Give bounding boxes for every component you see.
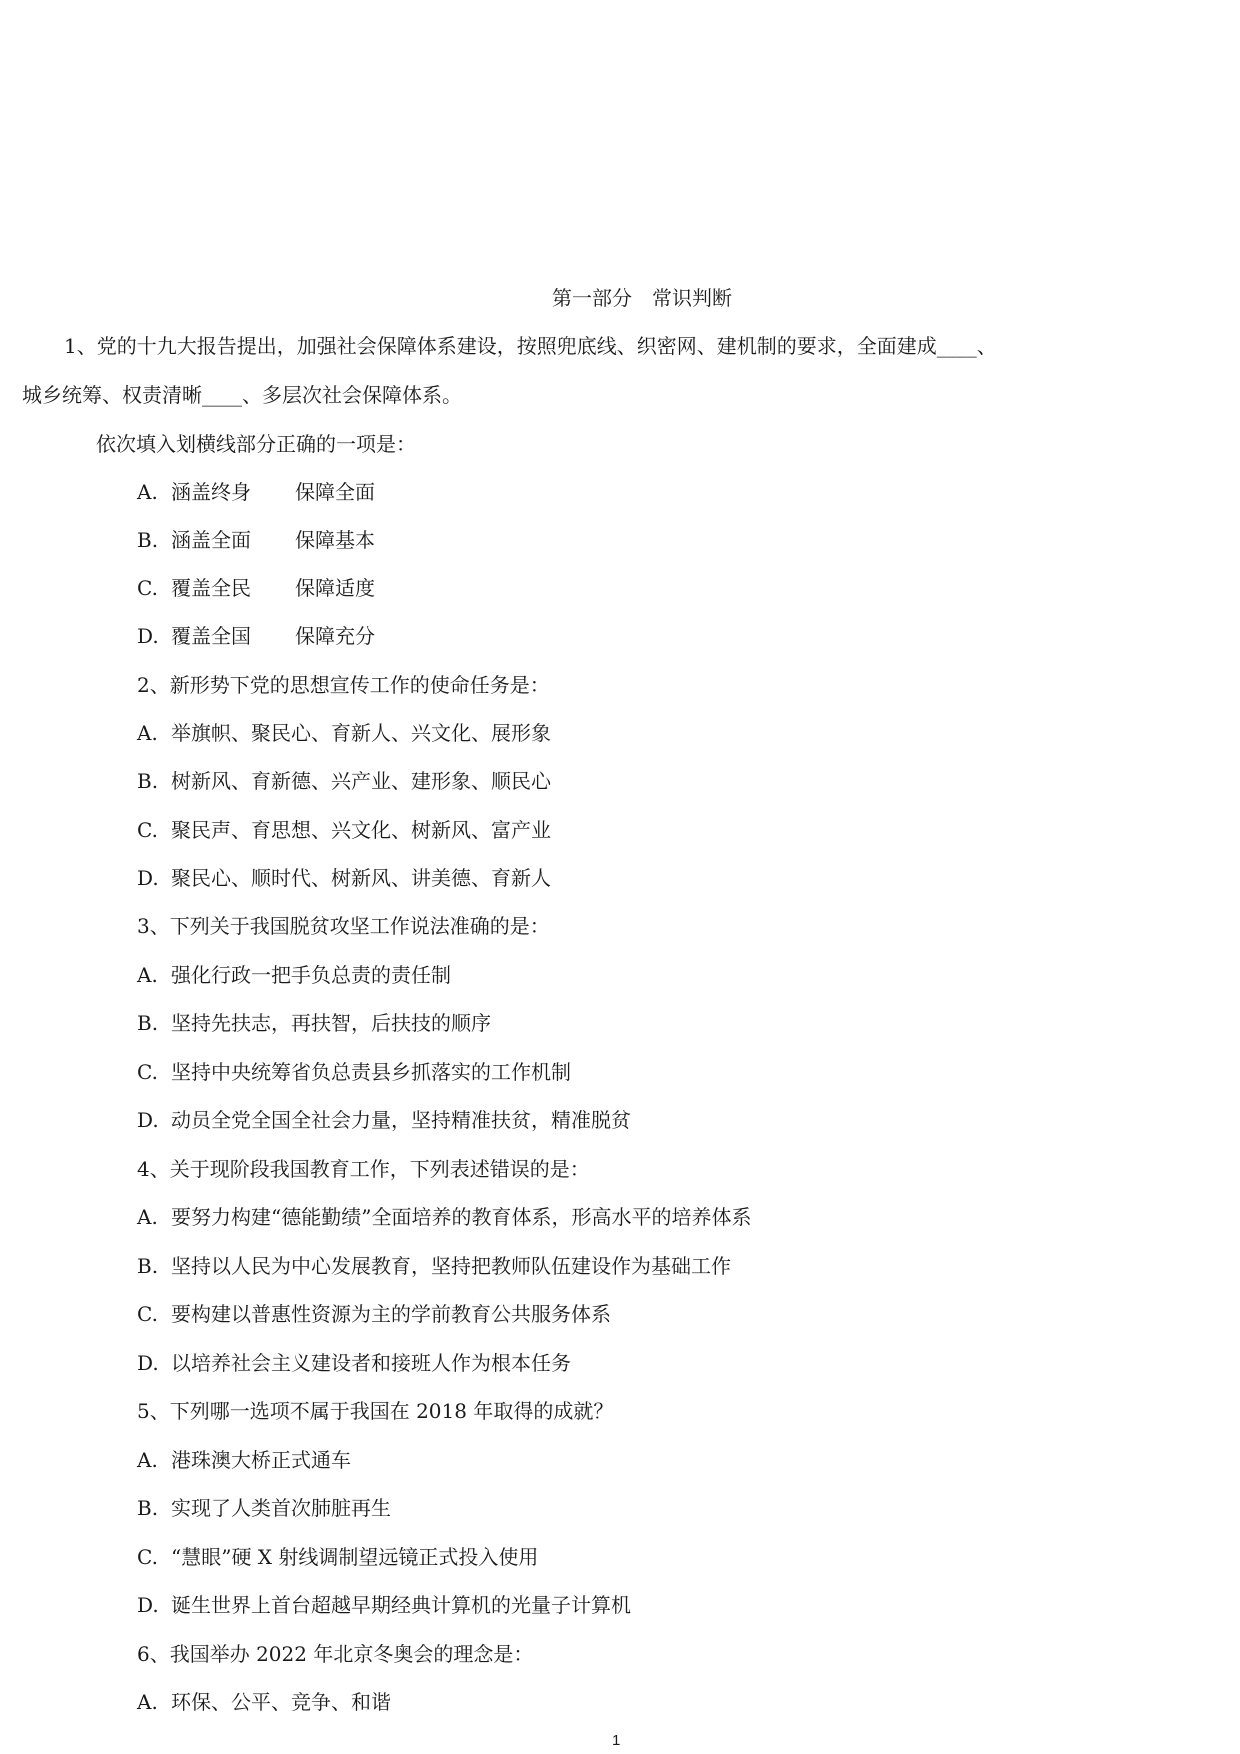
option-text: 港珠澳大桥正式通车 bbox=[171, 1448, 351, 1472]
question-5-option-c bbox=[137, 1544, 538, 1570]
option-text: 强化行政一把手负总责的责任制 bbox=[171, 963, 451, 987]
option-label: A. bbox=[137, 1448, 158, 1472]
option-part-2: 保障基本 bbox=[295, 528, 375, 552]
question-5-option-b bbox=[137, 1495, 391, 1521]
question-5-option-a bbox=[137, 1447, 351, 1473]
option-label: B. bbox=[137, 1254, 159, 1278]
option-label: B. bbox=[137, 769, 159, 793]
question-2-option-b bbox=[137, 768, 551, 794]
question-2-option-a bbox=[137, 720, 551, 746]
question-3-option-d bbox=[137, 1107, 631, 1133]
question-4-option-a bbox=[137, 1204, 751, 1230]
question-1-stem-line-1: 1、党的十九大报告提出，加强社会保障体系建设，按照兜底线、织密网、建机制的要求，全面建成____、 bbox=[64, 334, 997, 358]
question-3-stem: 3、下列关于我国脱贫攻坚工作说法准确的是： bbox=[137, 914, 550, 938]
option-part-1: 涵盖全面 bbox=[171, 528, 251, 552]
question-5-stem: 5、下列哪一选项不属于我国在 2018 年取得的成就？ bbox=[137, 1399, 614, 1423]
question-1-prompt: 依次填入划横线部分正确的一项是： bbox=[96, 432, 416, 456]
option-text: 聚民声、育思想、兴文化、树新风、富产业 bbox=[171, 818, 551, 842]
question-4-option-b bbox=[137, 1253, 731, 1279]
option-text: 坚持中央统筹省负总责县乡抓落实的工作机制 bbox=[171, 1060, 571, 1084]
option-label: C. bbox=[137, 576, 158, 600]
option-text: 诞生世界上首台超越早期经典计算机的光量子计算机 bbox=[171, 1593, 631, 1617]
question-2-stem: 2、新形势下党的思想宣传工作的使命任务是： bbox=[137, 673, 550, 697]
question-6-option-a bbox=[137, 1689, 391, 1715]
option-text: 实现了人类首次肺脏再生 bbox=[171, 1496, 391, 1520]
option-label: A. bbox=[137, 480, 158, 504]
option-text: 要构建以普惠性资源为主的学前教育公共服务体系 bbox=[171, 1302, 611, 1326]
option-label: D. bbox=[137, 1351, 159, 1375]
question-1-option-c bbox=[137, 575, 375, 601]
option-text: 要努力构建“德能勤绩”全面培养的教育体系，形高水平的培养体系 bbox=[171, 1205, 752, 1229]
option-part-2: 保障全面 bbox=[295, 480, 375, 504]
option-label: C. bbox=[137, 1545, 158, 1569]
option-text: “慧眼”硬 X 射线调制望远镜正式投入使用 bbox=[171, 1545, 539, 1569]
option-part-1: 覆盖全民 bbox=[171, 576, 251, 600]
option-label: A. bbox=[137, 1205, 158, 1229]
option-label: A. bbox=[137, 963, 158, 987]
question-1-option-d bbox=[137, 623, 375, 649]
option-text: 树新风、育新德、兴产业、建形象、顺民心 bbox=[171, 769, 551, 793]
question-4-option-c bbox=[137, 1301, 611, 1327]
option-text: 聚民心、顺时代、树新风、讲美德、育新人 bbox=[171, 866, 551, 890]
option-label: D. bbox=[137, 1108, 159, 1132]
option-label: D. bbox=[137, 1593, 159, 1617]
question-1-option-b bbox=[137, 527, 375, 553]
question-5-option-d bbox=[137, 1592, 631, 1618]
option-part-1: 覆盖全国 bbox=[171, 624, 251, 648]
question-2-option-d bbox=[137, 865, 551, 891]
page-number: 1 bbox=[612, 1732, 621, 1749]
option-part-2: 保障充分 bbox=[295, 624, 375, 648]
option-text: 坚持以人民为中心发展教育，坚持把教师队伍建设作为基础工作 bbox=[171, 1254, 731, 1278]
option-label: A. bbox=[137, 1690, 158, 1714]
option-text: 举旗帜、聚民心、育新人、兴文化、展形象 bbox=[171, 721, 551, 745]
option-part-2: 保障适度 bbox=[295, 576, 375, 600]
option-label: C. bbox=[137, 1302, 158, 1326]
question-4-option-d bbox=[137, 1350, 571, 1376]
option-label: D. bbox=[137, 866, 159, 890]
option-label: D. bbox=[137, 624, 159, 648]
question-6-stem: 6、我国举办 2022 年北京冬奥会的理念是： bbox=[137, 1642, 534, 1666]
question-2-option-c bbox=[137, 817, 551, 843]
option-label: A. bbox=[137, 721, 158, 745]
question-1-stem-line-2: 城乡统筹、权责清晰____、多层次社会保障体系。 bbox=[22, 383, 462, 407]
option-label: C. bbox=[137, 818, 158, 842]
question-3-option-c bbox=[137, 1059, 571, 1085]
option-part-1: 涵盖终身 bbox=[171, 480, 251, 504]
question-4-stem: 4、关于现阶段我国教育工作，下列表述错误的是： bbox=[137, 1157, 590, 1181]
option-label: C. bbox=[137, 1060, 158, 1084]
question-3-option-a bbox=[137, 962, 451, 988]
option-label: B. bbox=[137, 528, 159, 552]
option-label: B. bbox=[137, 1011, 159, 1035]
option-label: B. bbox=[137, 1496, 159, 1520]
option-text: 动员全党全国全社会力量，坚持精准扶贫，精准脱贫 bbox=[171, 1108, 631, 1132]
option-text: 坚持先扶志，再扶智，后扶技的顺序 bbox=[171, 1011, 491, 1035]
question-1-option-a bbox=[137, 479, 375, 505]
option-text: 以培养社会主义建设者和接班人作为根本任务 bbox=[171, 1351, 571, 1375]
question-3-option-b bbox=[137, 1010, 491, 1036]
option-text: 环保、公平、竞争、和谐 bbox=[171, 1690, 391, 1714]
section-title: 第一部分 常识判断 bbox=[552, 286, 732, 310]
